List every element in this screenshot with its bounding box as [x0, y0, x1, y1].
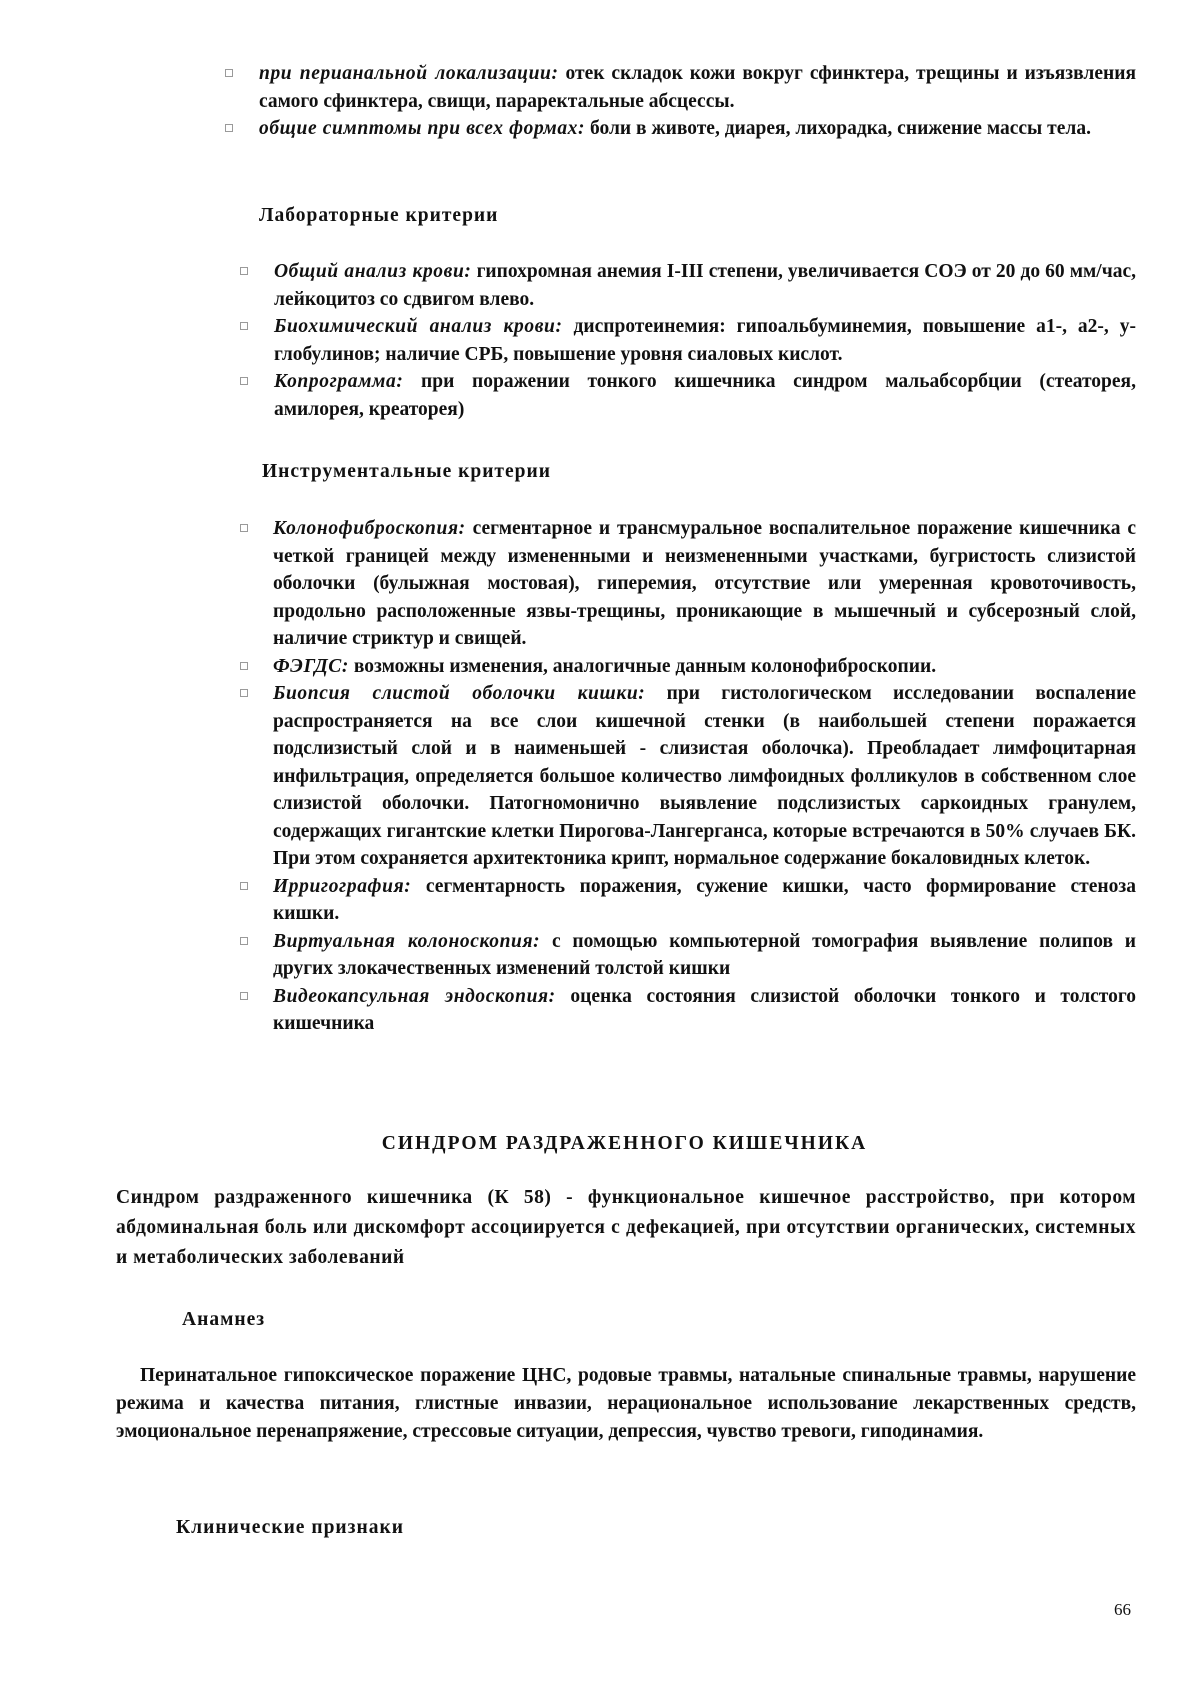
- list-item-text: оценка состояния слизистой оболочки тонкого и толстого кишечника: [273, 985, 1136, 1034]
- list-item: [274, 258, 1136, 313]
- list-item: [273, 873, 1136, 928]
- list-item-term: Ирригография:: [273, 875, 412, 897]
- list-item-text: сегментарное и трансмуральное воспалительное поражение кишечника с четкой границей между измененными и неизмененными участками, бугристость слизистой оболочки (булыжная мостовая), гиперемия, отсутствие или умеренная кровоточивость, продольно расположенные язвы-трещины, проникающие в мышечный и субсерозный слой, наличие стриктур и свищей.: [273, 518, 1136, 649]
- list-item: [259, 115, 1136, 143]
- instrumental-criteria-heading: Инструментальные критерии: [262, 461, 551, 482]
- anamnesis-heading: Анамнез: [182, 1309, 266, 1330]
- list-item-term: Колонофиброскопия:: [273, 518, 466, 539]
- list-item-term: Биопсия слистой оболочки кишки:: [273, 683, 646, 704]
- bullet-icon: [240, 524, 248, 532]
- list-item-term: Общий анализ крови:: [274, 261, 472, 282]
- list-item: [273, 983, 1136, 1038]
- list-item-text: гипохромная анемия I-III степени, увеличивается СОЭ от 20 до 60 мм/час, лейкоцитоз со сдвигом влево.: [274, 261, 1136, 310]
- bullet-icon: [225, 69, 233, 77]
- bullet-icon: [240, 882, 248, 890]
- list-item-text: боли в животе, диарея, лихорадка, снижение массы тела.: [585, 118, 1091, 139]
- clinical-signs-heading: Клинические признаки: [176, 1517, 404, 1538]
- list-item-term: Виртуальная колоноскопия:: [273, 930, 541, 952]
- list-item-term: Биохимический анализ крови:: [274, 316, 563, 337]
- list-item-term: Видеокапсульная эндоскопия:: [273, 985, 556, 1007]
- bullet-icon: [240, 267, 248, 275]
- list-item-text: диспротеинемия: гипоальбуминемия, повышение а1-, а2-, у-глобулинов; наличие СРБ, повышение уровня сиаловых кислот.: [274, 316, 1136, 365]
- list-item: [259, 60, 1136, 115]
- lab-criteria-list: [274, 258, 1136, 423]
- bullet-icon: [240, 322, 248, 330]
- list-item-term: общие симптомы при всех формах:: [259, 118, 586, 139]
- list-item-text: возможны изменения, аналогичные данным колонофиброскопии.: [349, 655, 937, 677]
- list-item: [274, 368, 1136, 423]
- perianal-symptoms-list: [259, 60, 1136, 143]
- bullet-icon: [240, 662, 248, 670]
- bullet-icon: [225, 124, 233, 132]
- bullet-icon: [240, 937, 248, 945]
- definition-paragraph: Синдром раздраженного кишечника (К 58) - функциональное кишечное расстройство, при котором абдоминальная боль или дискомфорт ассоциируется с дефекацией, при отсутствии органических, системных и метаболических заболеваний: [116, 1187, 1136, 1268]
- list-item: [273, 680, 1136, 873]
- anamnesis-paragraph: Перинатальное гипоксическое поражение ЦНС, родовые травмы, натальные спинальные травмы, нарушение режима и качества питания, глистные инвазии, нерациональное использование лекарственных средств, эмоциональное перенапряжение, стрессовые ситуации, депрессия, чувство тревоги, гиподинамия.: [116, 1365, 1136, 1442]
- list-item: [273, 653, 1136, 681]
- list-item-text: при поражении тонкого кишечника синдром мальабсорбции (стеаторея, амилорея, креаторея): [274, 371, 1136, 420]
- list-item-term: при перианальной локализации:: [259, 63, 559, 84]
- list-item: [274, 313, 1136, 368]
- list-item: [273, 515, 1136, 653]
- list-item-text: сегментарность поражения, сужение кишки, часто формирование стеноза кишки.: [273, 875, 1136, 924]
- list-item-text: при гистологическом исследовании воспаление распространяется на все слои кишечной стенки (в наибольшей степени поражается подслизистый слой и в наименьшей - слизистая оболочка). Преобладает лимфоцитарная инфильтрация, определяется большое количество лимфоидных фолликулов в собственном слое слизистой оболочки. Патогномонично выявление подслизистых саркоидных гранулем, содержащих гигантские клетки Пирогова-Лангерганса, которые встречаются в 50% случаев БК. При этом сохраняется архитектоника крипт, нормальное содержание бокаловидных клеток.: [273, 683, 1136, 869]
- list-item-text: с помощью компьютерной томография выявление полипов и других злокачественных изменений толстой кишки: [273, 930, 1136, 979]
- bullet-icon: [240, 689, 248, 697]
- list-item: [273, 928, 1136, 983]
- instrumental-criteria-list: [273, 515, 1136, 1038]
- list-item-term: Копрограмма:: [274, 371, 404, 392]
- lab-criteria-heading: Лабораторные критерии: [259, 205, 499, 226]
- section-title: СИНДРОМ РАЗДРАЖЕННОГО КИШЕЧНИКА: [381, 1133, 868, 1154]
- list-item-term: ФЭГДС:: [273, 655, 350, 677]
- list-item-text: отек складок кожи вокруг сфинктера, трещины и изъязвления самого сфинктера, свищи, параректальные абсцессы.: [259, 63, 1136, 112]
- bullet-icon: [240, 992, 248, 1000]
- page-number: 66: [1114, 1600, 1131, 1619]
- bullet-icon: [240, 377, 248, 385]
